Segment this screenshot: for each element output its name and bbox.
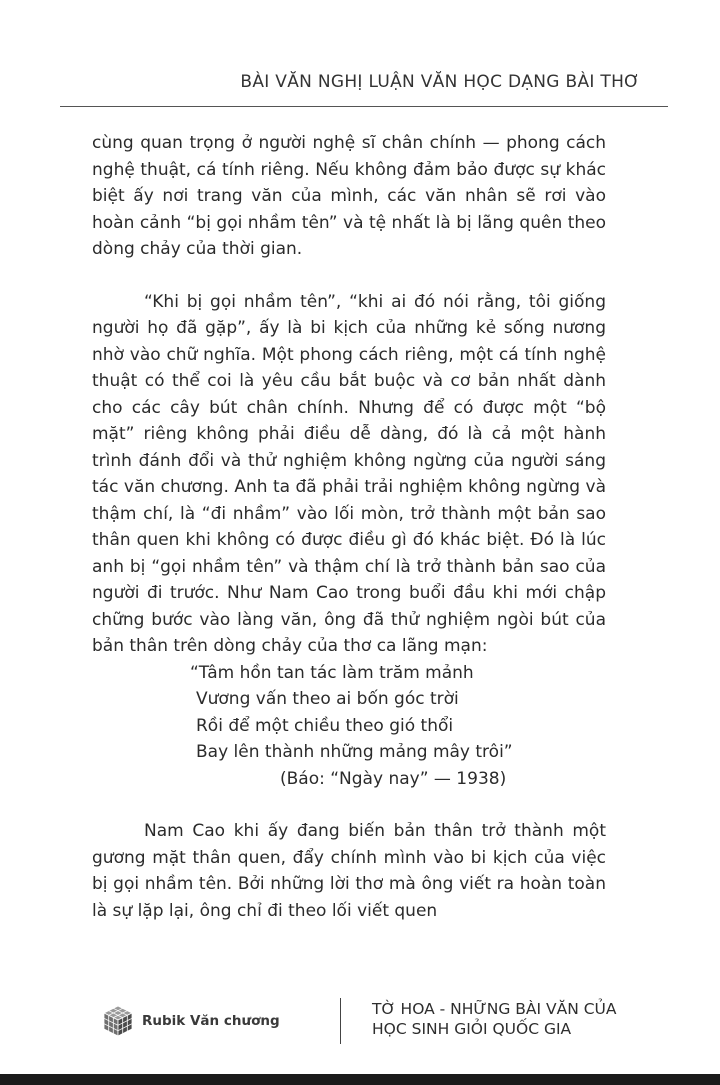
running-header: BÀI VĂN NGHỊ LUẬN VĂN HỌC DẠNG BÀI THƠ	[240, 72, 640, 92]
bottom-edge-bar	[0, 1074, 720, 1085]
book-title	[372, 999, 617, 1039]
header-divider	[60, 106, 668, 107]
paragraph-2: “Khi bị gọi nhầm tên”, “khi ai đó nói rằng, tôi giống người họ đã gặp”, ấy là bi kịch của những kẻ sống nương nhờ vào chữ nghĩa. Một phong cách riêng, một cá tính nghệ thuật có thể coi là yêu cầu bắt buộc và cơ bản nhất dành cho các cây bút chân chính. Nhưng để có được một “bộ mặt” riêng không phải điều dễ dàng, đó là cả một hành trình đánh đổi và thử nghiệm không ngừng của người sáng tác văn chương. Anh ta đã phải trải nghiệm không ngừng và thậm chí, là “đi nhầm” vào lối mòn, trở thành một bản sao thân quen khi không có được điều gì đó khác biệt. Đó là lúc anh bị “gọi nhầm tên” và thậm chí là trở thành bản sao của người đi trước. Như Nam Cao trong buổi đầu khi mới chập chững bước vào làng văn, ông đã thử nghiệm ngòi bút của bản thân trên dòng chảy của thơ ca lãng mạn:	[92, 291, 606, 656]
poem-line-2: Vương vấn theo ai bốn góc trời	[196, 689, 459, 709]
paragraph-spacer	[92, 263, 606, 289]
rubik-cube-icon	[100, 1003, 136, 1039]
poem-source: (Báo: “Ngày nay” — 1938)	[280, 768, 507, 789]
paragraph-3: Nam Cao khi ấy đang biến bản thân trở thành một gương mặt thân quen, đẩy chính mình vào bi kịch của việc bị gọi nhầm tên. Bởi những lời thơ mà ông viết ra hoàn toàn là sự lặp lại, ông chỉ đi theo lối viết quen	[92, 821, 606, 921]
poem-line-1: “Tâm hồn tan tác làm trăm mảnh	[190, 662, 474, 683]
publisher-name: Rubik Văn chương	[142, 1013, 280, 1029]
book-title-line-2: HỌC SINH GIỎI QUỐC GIA	[372, 1020, 572, 1038]
poem-line-4: Bay lên thành những mảng mây trôi”	[196, 742, 513, 762]
paragraph-spacer	[92, 792, 606, 818]
poem-quote	[190, 660, 606, 793]
poem-line-3: Rồi để một chiều theo gió thổi	[196, 715, 454, 736]
paragraph-1: cùng quan trọng ở người nghệ sĩ chân chính — phong cách nghệ thuật, cá tính riêng. Nếu không đảm bảo được sự khác biệt ấy nơi trang văn của mình, các văn nhân sẽ rơi vào hoàn cảnh “bị gọi nhầm tên” và tệ nhất là bị lãng quên theo dòng chảy của thời gian.	[92, 133, 606, 259]
footer-divider	[340, 998, 341, 1044]
publisher-logo	[100, 1003, 280, 1039]
page-body	[92, 130, 606, 924]
book-title-line-1: TỜ HOA - NHỮNG BÀI VĂN CỦA	[372, 1000, 617, 1018]
